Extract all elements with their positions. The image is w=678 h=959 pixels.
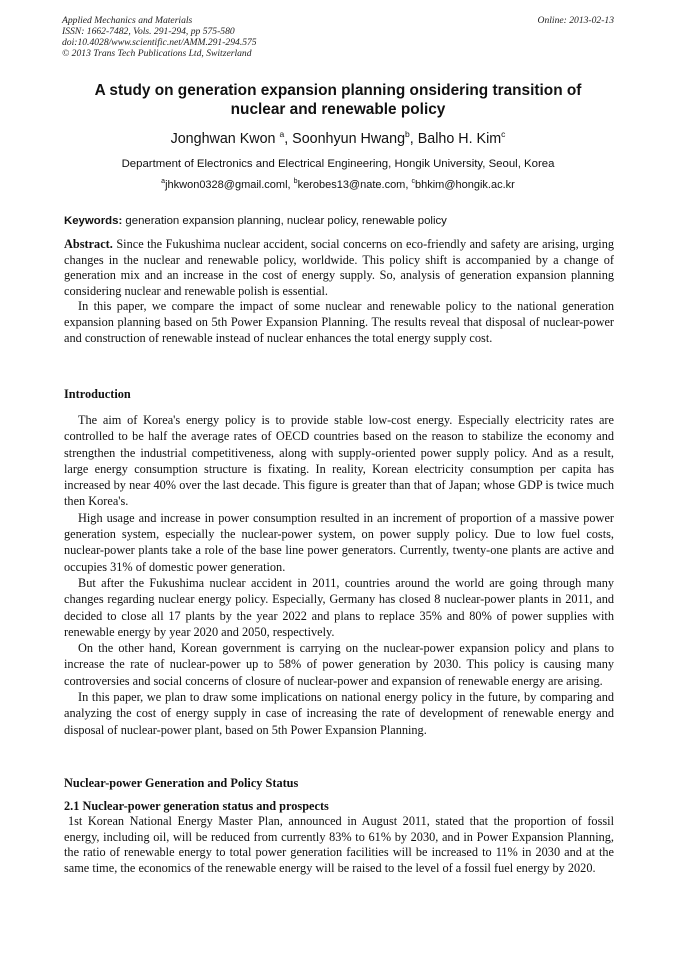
intro-paragraph: On the other hand, Korean government is carrying on the nuclear-power expansion policy and plans to increase the rate of nuclear-power up to 58% of power generation by 2030. This policy is causing many controversies and social concerns of closure of nuclear-power and expansion of renewable energy are arising. xyxy=(64,641,614,688)
email-mark: a xyxy=(161,178,166,185)
author-mark: a xyxy=(279,129,285,139)
email-list xyxy=(62,178,614,192)
author-mark: b xyxy=(405,129,410,139)
abstract xyxy=(64,237,614,346)
abstract-label: Abstract. xyxy=(64,237,113,251)
email-address: jhkwon0328@gmail.coml xyxy=(165,179,288,191)
issn-line: ISSN: 1662-7482, Vols. 291-294, pp 575-580 xyxy=(62,26,235,37)
keywords-text: generation expansion planning, nuclear policy, renewable policy xyxy=(125,215,447,227)
email-mark: c xyxy=(411,178,415,185)
title-line-2: nuclear and renewable policy xyxy=(230,101,446,118)
section-2-heading: Nuclear-power Generation and Policy Status xyxy=(64,776,299,790)
author-mark: c xyxy=(501,129,506,139)
email-mark: b xyxy=(293,178,298,185)
email-separator: , xyxy=(287,179,294,191)
abstract-paragraph-2: In this paper, we compare the impact of some nuclear and renewable policy to the national generation expansion planning based on 5th Power Expansion Planning. The results reveal that disposal of nuclear-power and construction of renewable instead of nuclear enhances the total energy supply cost. xyxy=(64,299,614,345)
keywords-label: Keywords: xyxy=(64,215,123,227)
keywords xyxy=(64,214,614,228)
copyright-line: © 2013 Trans Tech Publications Ltd, Switzerland xyxy=(62,48,252,59)
author-name: Balho H. Kim xyxy=(417,131,502,147)
author-name: Jonghwan Kwon xyxy=(170,131,276,147)
intro-paragraph: In this paper, we plan to draw some implications on national energy policy in the future, by comparing and analyzing the cost of energy supply in case of increasing the rate of development of renewable energy and disposal of nuclear-power plant, based on 5th Power Expansion Planning. xyxy=(64,690,614,737)
abstract-paragraph-1: Since the Fukushima nuclear accident, social concerns on eco-friendly and safety are arising, urging changes in the nuclear and renewable policy, worldwide. This policy shift is accompanied by a change of generation mix and an increase in the cost of energy supply. So, analysis of generation expansion planning considering nuclear and renewable polish is essential. xyxy=(64,237,615,298)
intro-paragraph: High usage and increase in power consumption resulted in an increment of proportion of a massive power generation system, especially the nuclear-power system, on power supply policy. Due to low fuel costs, nuclear-power plants take a role of the base line power generators. Currently, twenty-one plants are active and occupies 31% of domestic power generation. xyxy=(64,510,614,574)
email-address: kerobes13@nate.com xyxy=(297,179,406,191)
journal-header xyxy=(62,15,257,59)
online-date: Online: 2013-02-13 xyxy=(537,15,614,26)
affiliation: Department of Electronics and Electrical Engineering, Hongik University, Seoul, Korea xyxy=(121,158,555,170)
email-address: bhkim@hongik.ac.kr xyxy=(414,179,515,191)
subsection-2-1-heading: 2.1 Nuclear-power generation status and prospects xyxy=(64,799,329,813)
doi-line: doi:10.4028/www.scientific.net/AMM.291-294.575 xyxy=(62,37,257,48)
introduction-heading: Introduction xyxy=(64,387,131,401)
author-list xyxy=(62,130,614,148)
author-separator: , xyxy=(284,131,293,147)
introduction-body xyxy=(64,412,614,738)
subsection-2-1-paragraph: 1st Korean National Energy Master Plan, announced in August 2011, stated that the proportion of fossil energy, including oil, will be reduced from currently 83% to 61% by 2030, and in Power Expansion Planning, the ratio of renewable energy to total power generation facilities will be increased to 11% in 2030 and at the same time, the economics of the renewable energy will be raised to the level of a fossil fuel energy by 2020. xyxy=(64,814,614,875)
journal-name: Applied Mechanics and Materials xyxy=(62,15,193,26)
email-separator: , xyxy=(405,179,412,191)
author-separator: , xyxy=(409,131,418,147)
title-line-1: A study on generation expansion planning onsidering transition of xyxy=(94,82,582,99)
intro-paragraph: The aim of Korea's energy policy is to provide stable low-cost energy. Especially electricity rates are controlled to be half the average rates of OECD countries based on the reason to stabilize the economy and strengthen the industrial competitiveness, along with supply-oriented power supply policy. And as a result, large energy consumption structure is fixating. In reality, Korean electricity consumption per capita has increased by near 40% over the last decade. This figure is greater than that of Japan; whose GDP is twice much then Korea's. xyxy=(64,413,614,509)
intro-paragraph: But after the Fukushima nuclear accident in 2011, countries around the world are going through many changes regarding nuclear energy policy. Especially, Germany has closed 8 nuclear-power plants in 2011, and decided to close all 17 plants by the year 2022 and plans to replace 35% and 80% of power supplies with renewable energy by year 2020 and 2050, respectively. xyxy=(64,575,614,639)
subsection-2-1-body xyxy=(64,814,614,876)
author-name: Soonhyun Hwang xyxy=(292,131,406,147)
paper-title xyxy=(62,81,614,119)
